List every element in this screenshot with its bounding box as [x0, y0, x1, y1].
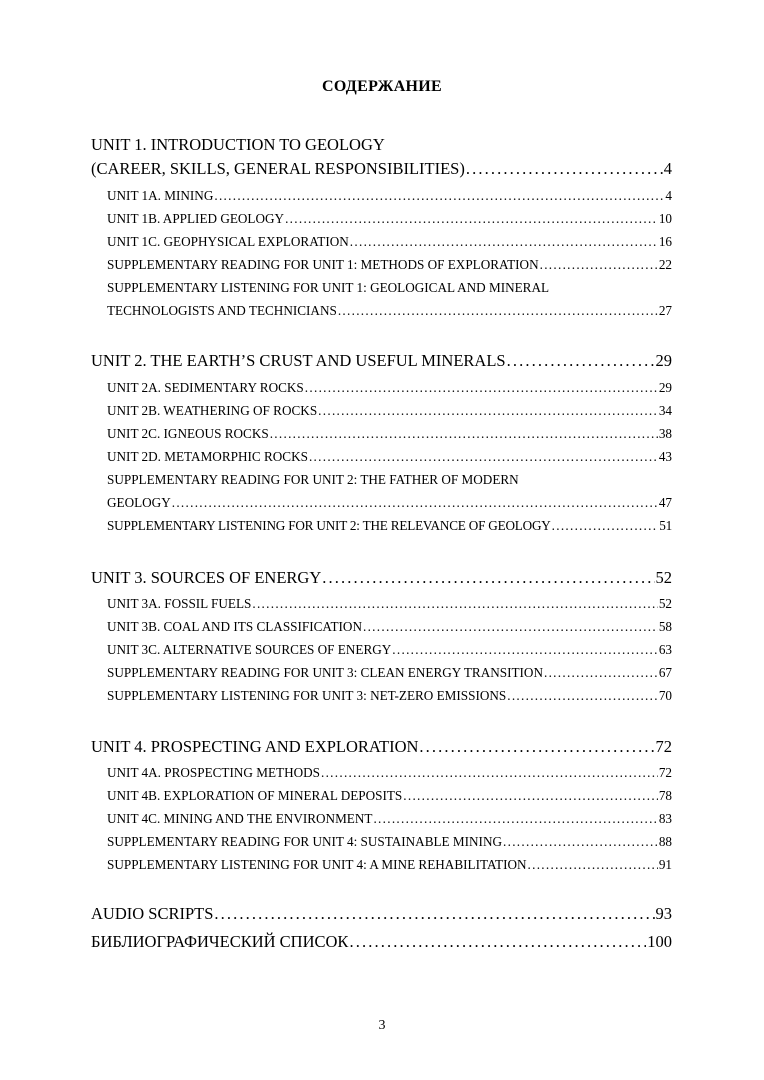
- toc-entry-page: 58: [658, 619, 672, 634]
- toc-entry-supp-listening-2[interactable]: [107, 518, 672, 534]
- unit-3-heading: UNIT 3. SOURCES OF ENERGY: [91, 568, 322, 587]
- toc-entry-text: SUPPLEMENTARY LISTENING FOR UNIT 2: THE RELEVANCE OF GEOLOGY: [107, 518, 551, 533]
- leader-dots: [349, 932, 646, 952]
- unit-1-heading-line2: (CAREER, SKILLS, GENERAL RESPONSIBILITIES): [91, 159, 465, 178]
- toc-entry-2a[interactable]: [107, 380, 672, 396]
- audio-scripts-entry[interactable]: [91, 904, 672, 924]
- leader-dots: [252, 596, 657, 612]
- leader-dots: [309, 449, 658, 465]
- toc-entry-page: 34: [658, 403, 672, 418]
- page-number: 3: [378, 1018, 386, 1033]
- leader-dots: [285, 211, 658, 227]
- toc-entry-supp-reading-3[interactable]: [107, 665, 672, 681]
- toc-entry-3a[interactable]: [107, 596, 672, 612]
- toc-entry-supp-listening-1[interactable]: [107, 303, 672, 319]
- bibliography-entry[interactable]: [91, 932, 672, 952]
- bibliography-label: БИБЛИОГРАФИЧЕСКИЙ СПИСОК: [91, 932, 349, 951]
- toc-entry-supp-listening-1-line1[interactable]: SUPPLEMENTARY LISTENING FOR UNIT 1: GEOLOGICAL AND MINERAL: [107, 280, 550, 295]
- toc-entry-page: 29: [658, 380, 672, 395]
- toc-entry-page: 83: [658, 811, 672, 826]
- toc-entry-text: UNIT 3B. COAL AND ITS CLASSIFICATION: [107, 619, 362, 634]
- unit-2-heading: UNIT 2. THE EARTH’S CRUST AND USEFUL MINERALS: [91, 351, 506, 370]
- leader-dots: [270, 426, 658, 442]
- leader-dots: [540, 257, 658, 273]
- toc-entry-supp-listening-4[interactable]: [107, 857, 672, 873]
- toc-entry-text: SUPPLEMENTARY READING FOR UNIT 4: SUSTAINABLE MINING: [107, 834, 502, 849]
- toc-entry-supp-reading-1[interactable]: [107, 257, 672, 273]
- toc-entry-page: 91: [658, 857, 672, 872]
- toc-entry-page: 38: [658, 426, 672, 441]
- audio-scripts-page: 93: [655, 904, 672, 923]
- toc-entry-text: UNIT 4B. EXPLORATION OF MINERAL DEPOSITS: [107, 788, 403, 803]
- toc-entry-4a[interactable]: [107, 765, 672, 781]
- toc-entry-text: UNIT 3A. FOSSIL FUELS: [107, 596, 252, 611]
- leader-dots: [305, 380, 658, 396]
- leader-dots: [363, 619, 658, 635]
- toc-entry-text: TECHNOLOGISTS AND TECHNICIANS: [107, 303, 337, 318]
- leader-dots: [322, 568, 654, 588]
- leader-dots: [503, 834, 658, 850]
- leader-dots: [419, 737, 654, 757]
- unit-3-page: 52: [655, 568, 672, 587]
- toc-entry-1c[interactable]: [107, 234, 672, 250]
- unit-4-heading-entry[interactable]: [91, 737, 672, 757]
- toc-entry-2c[interactable]: [107, 426, 672, 442]
- leader-dots: [507, 688, 658, 704]
- toc-entry-page: 10: [658, 211, 672, 226]
- leader-dots: [544, 665, 658, 681]
- leader-dots: [392, 642, 658, 658]
- toc-entry-text: GEOLOGY: [107, 495, 171, 510]
- toc-entry-3c[interactable]: [107, 642, 672, 658]
- toc-entry-text: SUPPLEMENTARY LISTENING FOR UNIT 4: A MINE REHABILITATION: [107, 857, 527, 872]
- leader-dots: [214, 188, 664, 204]
- unit-4-heading: UNIT 4. PROSPECTING AND EXPLORATION: [91, 737, 419, 756]
- toc-entry-page: 78: [658, 788, 672, 803]
- toc-entry-text: UNIT 2B. WEATHERING OF ROCKS: [107, 403, 318, 418]
- toc-entry-supp-reading-2[interactable]: [107, 495, 672, 511]
- toc-entry-page: 67: [658, 665, 672, 680]
- toc-entry-supp-listening-3[interactable]: [107, 688, 672, 704]
- toc-entry-page: 22: [658, 257, 672, 272]
- leader-dots: [172, 495, 658, 511]
- toc-entry-text: UNIT 1C. GEOPHYSICAL EXPLORATION: [107, 234, 349, 249]
- toc-entry-text: UNIT 1A. MINING: [107, 188, 214, 203]
- toc-entry-4c[interactable]: [107, 811, 672, 827]
- toc-entry-text: UNIT 1B. APPLIED GEOLOGY: [107, 211, 285, 226]
- toc-entry-supp-reading-4[interactable]: [107, 834, 672, 850]
- leader-dots: [350, 234, 658, 250]
- unit-3-heading-entry[interactable]: [91, 568, 672, 588]
- toc-entry-page: 88: [658, 834, 672, 849]
- leader-dots: [507, 351, 655, 371]
- bibliography-page: 100: [647, 932, 672, 951]
- toc-entry-text: UNIT 3C. ALTERNATIVE SOURCES OF ENERGY: [107, 642, 392, 657]
- leader-dots: [552, 518, 659, 534]
- toc-entry-page: 52: [658, 596, 672, 611]
- toc-entry-page: 70: [658, 688, 672, 703]
- leader-dots: [318, 403, 658, 419]
- unit-1-heading-line1[interactable]: UNIT 1. INTRODUCTION TO GEOLOGY: [91, 135, 385, 154]
- toc-entry-1a[interactable]: [107, 188, 672, 204]
- toc-entry-4b[interactable]: [107, 788, 672, 804]
- unit-2-page: 29: [655, 351, 672, 370]
- toc-entry-text: UNIT 4C. MINING AND THE ENVIRONMENT: [107, 811, 373, 826]
- toc-entry-page: 72: [658, 765, 672, 780]
- toc-entry-page: 4: [665, 188, 672, 203]
- leader-dots: [403, 788, 658, 804]
- toc-entry-text: UNIT 2C. IGNEOUS ROCKS: [107, 426, 269, 441]
- toc-entry-3b[interactable]: [107, 619, 672, 635]
- toc-entry-2b[interactable]: [107, 403, 672, 419]
- leader-dots: [214, 904, 654, 924]
- unit-1-heading-entry[interactable]: [91, 159, 672, 179]
- toc-entry-page: 43: [658, 449, 672, 464]
- leader-dots: [528, 857, 658, 873]
- page-title: СОДЕРЖАНИЕ: [321, 78, 443, 95]
- unit-4-page: 72: [655, 737, 672, 756]
- leader-dots: [338, 303, 658, 319]
- toc-entry-supp-reading-2-line1[interactable]: SUPPLEMENTARY READING FOR UNIT 2: THE FATHER OF MODERN: [107, 472, 519, 487]
- toc-entry-1b[interactable]: [107, 211, 672, 227]
- unit-2-heading-entry[interactable]: [91, 351, 672, 371]
- toc-entry-page: 51: [659, 518, 672, 533]
- toc-entry-page: 16: [658, 234, 672, 249]
- unit-1-page: 4: [663, 159, 672, 178]
- toc-entry-text: SUPPLEMENTARY READING FOR UNIT 3: CLEAN ENERGY TRANSITION: [107, 665, 543, 680]
- leader-dots: [373, 811, 657, 827]
- toc-entry-2d[interactable]: [107, 449, 672, 465]
- toc-entry-text: UNIT 2A. SEDIMENTARY ROCKS: [107, 380, 304, 395]
- toc-entry-text: UNIT 4A. PROSPECTING METHODS: [107, 765, 320, 780]
- toc-entry-text: SUPPLEMENTARY READING FOR UNIT 1: METHODS OF EXPLORATION: [107, 257, 539, 272]
- toc-entry-page: 47: [658, 495, 672, 510]
- toc-entry-page: 27: [658, 303, 672, 318]
- toc-entry-page: 63: [658, 642, 672, 657]
- audio-scripts-label: AUDIO SCRIPTS: [91, 904, 214, 923]
- toc-entry-text: UNIT 2D. METAMORPHIC ROCKS: [107, 449, 308, 464]
- leader-dots: [466, 159, 663, 179]
- leader-dots: [321, 765, 658, 781]
- toc-entry-text: SUPPLEMENTARY LISTENING FOR UNIT 3: NET-ZERO EMISSIONS: [107, 688, 507, 703]
